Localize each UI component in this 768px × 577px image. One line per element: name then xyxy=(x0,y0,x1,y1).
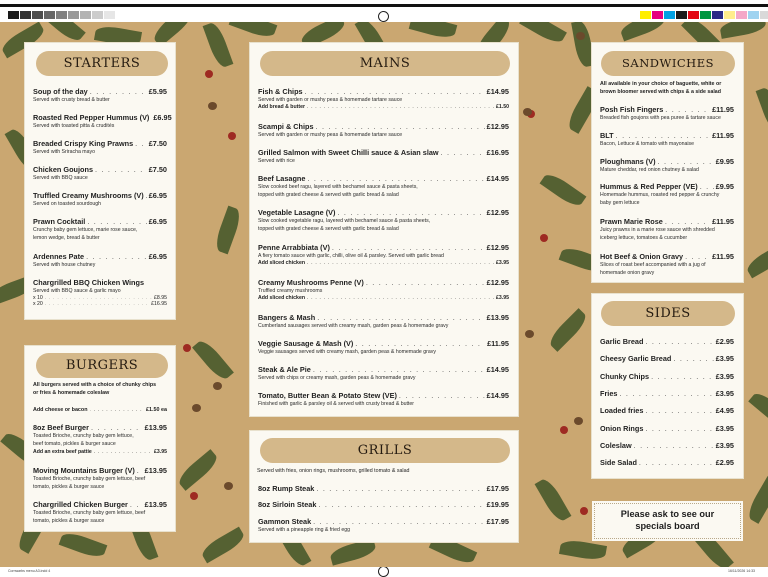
peppercorn-decoration xyxy=(576,32,585,40)
item-name: Roasted Red Pepper Hummus (V) xyxy=(33,113,150,122)
item-price: £7.50 xyxy=(148,165,167,174)
mains-heading: MAINS xyxy=(260,51,510,76)
item-price: £12.95 xyxy=(486,278,509,287)
colour-swatch xyxy=(68,11,80,19)
burgers-intro-line: or fries & homemade coleslaw xyxy=(33,390,110,397)
leader-dots xyxy=(95,165,147,174)
option-price: £3.95 xyxy=(154,448,167,455)
option-price: £3.95 xyxy=(496,295,509,302)
item-description: Mature cheddar, red onion chutney & salad xyxy=(600,167,699,173)
item-description: Served with BBQ sauce xyxy=(33,175,88,181)
leaf-decoration xyxy=(744,242,768,279)
colour-swatch xyxy=(20,11,32,19)
menu-item xyxy=(258,500,509,509)
sandwiches-intro xyxy=(600,80,740,97)
item-price: £11.95 xyxy=(487,339,509,348)
leader-dots xyxy=(665,105,710,114)
berry-decoration xyxy=(205,70,213,78)
menu-item xyxy=(600,354,734,363)
sandwiches-intro-line: brown bloomer served with chips & a side salad xyxy=(600,89,721,96)
registration-mark-icon xyxy=(378,566,389,577)
item-description: Served with crusty bread & butter xyxy=(33,97,110,103)
leaf-decoration xyxy=(540,170,587,209)
menu-item xyxy=(33,500,167,526)
item-name: Breaded Crispy King Prawns xyxy=(33,139,134,148)
leaf-decoration xyxy=(213,206,244,255)
starters-heading: STARTERS xyxy=(36,51,168,76)
item-name: Grilled Salmon with Sweet Chilli sauce & Asian slaw xyxy=(258,148,439,157)
burgers-intro-line: All burgers served with a choice of chunky chips xyxy=(33,382,157,388)
colour-swatch xyxy=(712,11,724,19)
item-price: £12.95 xyxy=(486,208,509,217)
menu-item xyxy=(33,113,172,130)
menu-item xyxy=(258,517,509,534)
leader-dots xyxy=(645,424,713,433)
colour-swatch xyxy=(80,11,92,19)
item-option xyxy=(258,295,509,301)
leader-dots xyxy=(318,500,484,509)
leader-dots xyxy=(45,301,149,306)
item-name: 8oz Rump Steak xyxy=(258,484,315,493)
menu-item xyxy=(33,252,167,269)
item-description: Breaded fish goujons with pea puree & tartare sauce xyxy=(600,115,721,121)
item-description: Served with garden or mushy peas & homemade tartare sauce xyxy=(258,132,403,138)
colour-swatch xyxy=(664,11,676,19)
leader-dots xyxy=(441,148,485,157)
menu-item xyxy=(258,278,509,301)
cmyk-colour-bar xyxy=(640,11,768,19)
item-name: Penne Arrabbiata (V) xyxy=(258,243,330,252)
colour-swatch xyxy=(44,11,56,19)
item-name: Ardennes Pate xyxy=(33,252,85,261)
item-name: Truffled Creamy Mushrooms (V) xyxy=(33,191,144,200)
leader-dots xyxy=(130,500,143,509)
leader-dots xyxy=(307,295,494,300)
item-price: £2.95 xyxy=(715,337,734,346)
menu-item xyxy=(258,391,509,408)
item-price: £14.95 xyxy=(486,391,509,400)
item-price: £13.95 xyxy=(144,466,167,475)
menu-item xyxy=(258,208,509,234)
item-name: Side Salad xyxy=(600,458,637,467)
item-description: Toasted Brioche, crunchy baby gem lettuce, xyxy=(33,433,134,439)
item-name: Bangers & Mash xyxy=(258,313,316,322)
item-price: £14.95 xyxy=(486,87,509,96)
leader-dots xyxy=(651,372,714,381)
colour-swatch xyxy=(640,11,652,19)
item-price: £17.95 xyxy=(486,484,509,493)
menu-item xyxy=(33,278,167,307)
menu-item xyxy=(258,174,509,200)
leader-dots xyxy=(616,131,710,140)
colour-swatch xyxy=(736,11,748,19)
menu-item xyxy=(258,484,509,493)
option-price: £8.95 xyxy=(154,295,167,302)
leaf-decoration xyxy=(748,389,768,431)
option-label: x 20 xyxy=(33,301,43,308)
leader-dots xyxy=(90,87,147,96)
item-description: Served with toasted pitta & crudités xyxy=(33,123,115,129)
item-description: Served with a pineapple ring & fried egg xyxy=(258,527,350,533)
leader-dots xyxy=(316,484,484,493)
leader-dots xyxy=(307,260,494,265)
item-description: tomato, pickles & burger sauce xyxy=(33,484,105,491)
item-option xyxy=(33,449,167,455)
menu-item xyxy=(600,372,734,381)
item-name: Gammon Steak xyxy=(258,517,312,526)
peppercorn-decoration xyxy=(192,404,201,412)
menu-item xyxy=(258,87,509,110)
option-label: x 10 xyxy=(33,295,43,302)
item-price: £11.95 xyxy=(712,105,734,114)
item-price: £17.95 xyxy=(486,517,509,526)
item-price: £11.95 xyxy=(712,252,734,261)
menu-item xyxy=(600,252,734,278)
item-description: Served with garden or mushy peas & homemade tartare sauce xyxy=(258,97,403,103)
peppercorn-decoration xyxy=(523,108,532,116)
leader-dots xyxy=(700,182,714,191)
burgers-intro xyxy=(33,381,171,398)
menu-item xyxy=(258,339,509,356)
leader-dots xyxy=(86,252,147,261)
item-option xyxy=(258,260,509,266)
colour-swatch xyxy=(652,11,664,19)
menu-item xyxy=(33,191,167,208)
menu-item xyxy=(600,389,734,398)
menu-item xyxy=(258,365,509,382)
leader-dots xyxy=(94,449,152,454)
berry-decoration xyxy=(540,234,548,242)
item-price: £4.95 xyxy=(715,406,734,415)
leaf-decoration xyxy=(175,449,221,491)
menu-item xyxy=(600,441,734,450)
leader-dots xyxy=(355,339,485,348)
peppercorn-decoration xyxy=(213,382,222,390)
item-name: Beef Lasagne xyxy=(258,174,306,183)
peppercorn-decoration xyxy=(224,482,233,490)
item-description: Slow cooked beef ragu, layered with bechamel sauce & pasta sheets, xyxy=(258,184,418,190)
item-description: Served with Sriracha mayo xyxy=(33,149,95,155)
item-description: Slices of roast beef accompanied with a jug of xyxy=(600,262,706,268)
colour-swatch xyxy=(92,11,104,19)
colour-swatch xyxy=(104,11,116,19)
item-description: Crunchy baby gem lettuce, marie rose sauce, xyxy=(33,227,138,233)
item-price: £6.95 xyxy=(148,191,167,200)
item-name: Steak & Ale Pie xyxy=(258,365,311,374)
colour-swatch xyxy=(676,11,688,19)
top-rule xyxy=(0,4,768,7)
item-name: Cheesy Garlic Bread xyxy=(600,354,672,363)
item-price: £12.95 xyxy=(486,122,509,131)
item-name: Chargrilled BBQ Chicken Wings xyxy=(33,278,145,287)
sandwiches-intro-line: All available in your choice of baguette, white or xyxy=(600,81,722,87)
item-price: £13.95 xyxy=(486,313,509,322)
menu-item xyxy=(33,217,167,243)
leader-dots xyxy=(634,441,714,450)
item-price: £3.95 xyxy=(715,389,734,398)
leader-dots xyxy=(316,122,485,131)
colour-swatch xyxy=(688,11,700,19)
item-description: Homemade hummus, roasted red pepper & crunchy xyxy=(600,192,720,198)
menu-item xyxy=(600,458,734,467)
item-name: Chargrilled Chicken Burger xyxy=(33,500,128,509)
item-name: Moving Mountains Burger (V) xyxy=(33,466,135,475)
item-description: iceberg lettuce, tomatoes & cucumber xyxy=(600,235,688,242)
registration-mark-icon xyxy=(378,11,389,22)
menu-item xyxy=(258,122,509,139)
item-name: BLT xyxy=(600,131,614,140)
leaf-decoration xyxy=(559,538,607,562)
item-description: Veggie sausages served with creamy mash, garden peas & homemade gravy xyxy=(258,349,436,355)
menu-item xyxy=(33,165,167,182)
berry-decoration xyxy=(228,132,236,140)
item-name: Fries xyxy=(600,389,618,398)
item-description: topped with grated cheese & served with garlic bread & salad xyxy=(258,192,399,199)
item-price: £7.50 xyxy=(148,139,167,148)
leader-dots xyxy=(313,365,485,374)
item-price: £5.95 xyxy=(148,87,167,96)
item-option xyxy=(33,301,167,307)
item-description: topped with grated cheese & served with garlic bread & salad xyxy=(258,226,399,233)
menu-item xyxy=(600,182,734,208)
leaf-decoration xyxy=(203,22,234,69)
item-name: Vegetable Lasagne (V) xyxy=(258,208,336,217)
peppercorn-decoration xyxy=(208,102,217,110)
item-description: Cumberland sausages served with creamy mash, garden peas & homemade gravy xyxy=(258,323,449,329)
menu-item xyxy=(600,217,734,243)
item-name: Prawn Marie Rose xyxy=(600,217,663,226)
leader-dots xyxy=(305,87,485,96)
item-description: Juicy prawns in a marie rose sauce with shredded xyxy=(600,227,715,233)
item-price: £13.95 xyxy=(144,500,167,509)
option-label: Add sliced chicken xyxy=(258,295,305,302)
colour-swatch xyxy=(748,11,760,19)
item-name: Tomato, Butter Bean & Potato Stew (VE) xyxy=(258,391,397,400)
leader-dots xyxy=(645,406,713,415)
item-description: A fiery tomato sauce with garlic, chilli, olive oil & parsley. Served with garlic bread xyxy=(258,253,444,259)
leaf-decoration xyxy=(229,22,278,40)
colour-swatch xyxy=(724,11,736,19)
menu-item xyxy=(33,139,167,156)
leaf-decoration xyxy=(59,530,108,561)
grills-intro: Served with fries, onion rings, mushrooms, grilled tomato & salad xyxy=(257,468,410,474)
item-name: Veggie Sausage & Mash (V) xyxy=(258,339,354,348)
peppercorn-decoration xyxy=(525,330,534,338)
footer-timestamp: 16/11/2026 14:33 xyxy=(728,569,755,573)
addon-price: £1.50 ea xyxy=(146,407,167,413)
menu-item xyxy=(33,466,167,492)
item-price: £3.95 xyxy=(715,424,734,433)
item-price: £3.95 xyxy=(715,354,734,363)
item-description: homemade onion gravy xyxy=(600,270,655,277)
item-description: Finished with garlic & parsley oil & served with crusty bread & butter xyxy=(258,401,414,407)
item-price: £9.95 xyxy=(715,182,734,191)
leader-dots xyxy=(137,466,143,475)
colour-swatch xyxy=(32,11,44,19)
burgers-addon xyxy=(33,407,167,413)
menu-item xyxy=(600,424,734,433)
menu-item xyxy=(600,157,734,174)
colour-swatch xyxy=(700,11,712,19)
footer-filename: Cornwarbs menu A3.indd 4 xyxy=(8,569,51,573)
option-label: Add sliced chicken xyxy=(258,260,305,267)
item-description: Slow cooked vegetable ragu, layered with bechamel sauce & pasta sheets, xyxy=(258,218,431,224)
menu-item xyxy=(33,87,167,104)
item-name: Hummus & Red Pepper (VE) xyxy=(600,182,698,191)
item-price: £6.95 xyxy=(148,217,167,226)
leader-dots xyxy=(673,354,713,363)
sandwiches-heading: SANDWICHES xyxy=(601,51,735,76)
item-price: £16.95 xyxy=(486,148,509,157)
item-description: Served with BBQ sauce & garlic mayo xyxy=(33,288,121,294)
item-description: Bacon, Lettuce & tomato with mayonaise xyxy=(600,141,695,147)
menu-item xyxy=(600,406,734,415)
item-description: tomato, pickles & burger sauce xyxy=(33,518,105,525)
leaf-decoration xyxy=(409,22,458,41)
leaf-decoration xyxy=(199,527,247,564)
option-label: Add bread & butter xyxy=(258,104,305,111)
grey-colour-bar xyxy=(8,11,128,19)
item-description: Served with house chutney xyxy=(33,262,96,268)
item-name: 8oz Beef Burger xyxy=(33,423,89,432)
leader-dots xyxy=(665,217,710,226)
leader-dots xyxy=(91,423,143,432)
item-price: £14.95 xyxy=(486,174,509,183)
leader-dots xyxy=(366,278,485,287)
leaf-decoration xyxy=(745,476,768,524)
leader-dots xyxy=(332,243,485,252)
leader-dots xyxy=(337,208,484,217)
leader-dots xyxy=(658,157,714,166)
peppercorn-decoration xyxy=(574,417,583,425)
leaf-decoration xyxy=(719,22,767,39)
menu-item xyxy=(33,423,167,455)
option-label: Add an extra beef pattie xyxy=(33,448,92,455)
leader-dots xyxy=(317,313,484,322)
leader-dots xyxy=(135,139,147,148)
colour-swatch xyxy=(8,11,20,19)
leaf-decoration xyxy=(535,476,572,524)
colour-swatch xyxy=(760,11,768,19)
leaf-decoration xyxy=(519,22,567,46)
item-price: £14.95 xyxy=(486,365,509,374)
item-price: £9.95 xyxy=(715,157,734,166)
item-name: Creamy Mushrooms Penne (V) xyxy=(258,278,364,287)
grills-heading: GRILLS xyxy=(260,438,510,463)
item-description: lemon wedge, bread & butter xyxy=(33,235,100,242)
option-price: £1.50 xyxy=(496,104,509,111)
menu-item xyxy=(258,243,509,266)
leaf-decoration xyxy=(756,86,768,135)
leader-dots xyxy=(307,104,494,109)
option-price: £16.95 xyxy=(151,301,167,308)
item-price: £13.95 xyxy=(144,423,167,432)
berry-decoration xyxy=(190,492,198,500)
item-price: £6.95 xyxy=(153,113,172,122)
sides-heading: SIDES xyxy=(601,301,735,326)
item-name: Chicken Goujons xyxy=(33,165,94,174)
item-description: baby gem lettuce xyxy=(600,200,640,207)
item-description: Toasted Brioche, crunchy baby gem lettuce, beef xyxy=(33,510,146,516)
item-option xyxy=(258,104,509,110)
item-name: Coleslaw xyxy=(600,441,632,450)
menu-item xyxy=(258,313,509,330)
specials-board xyxy=(592,501,743,541)
specials-line: specials board xyxy=(635,521,700,531)
item-name: Hot Beef & Onion Gravy xyxy=(600,252,684,261)
leader-dots xyxy=(87,217,146,226)
item-name: 8oz Sirloin Steak xyxy=(258,500,317,509)
leader-dots xyxy=(45,295,152,300)
berry-decoration xyxy=(183,344,191,352)
item-name: Ploughmans (V) xyxy=(600,157,656,166)
item-name: Fish & Chips xyxy=(258,87,303,96)
item-name: Chunky Chips xyxy=(600,372,650,381)
item-name: Soup of the day xyxy=(33,87,88,96)
leader-dots xyxy=(639,458,714,467)
menu-item xyxy=(258,148,509,165)
item-name: Scampi & Chips xyxy=(258,122,314,131)
leader-dots xyxy=(307,174,484,183)
item-description: Truffled creamy mushrooms xyxy=(258,288,323,294)
item-price: £3.95 xyxy=(715,372,734,381)
berry-decoration xyxy=(580,507,588,515)
colour-swatch xyxy=(56,11,68,19)
item-description: Served on toasted sourdough xyxy=(33,201,102,207)
item-price: £2.95 xyxy=(715,458,734,467)
menu-item xyxy=(600,337,734,346)
specials-line: Please ask to see our xyxy=(620,509,715,519)
item-price: £6.95 xyxy=(148,252,167,261)
option-price: £3.95 xyxy=(496,260,509,267)
item-description: Served with chips or creamy mash, garden peas & homemade gravy xyxy=(258,375,416,381)
leaf-decoration xyxy=(546,308,590,352)
item-name: Posh Fish Fingers xyxy=(600,105,664,114)
item-name: Prawn Cocktail xyxy=(33,217,86,226)
item-price: £12.95 xyxy=(486,243,509,252)
colour-swatch xyxy=(116,11,128,19)
leader-dots xyxy=(645,337,713,346)
item-price: £3.95 xyxy=(715,441,734,450)
leader-dots xyxy=(146,191,147,200)
item-description: Toasted Brioche, crunchy baby gem lettuce, beef xyxy=(33,476,146,482)
burgers-heading: BURGERS xyxy=(36,353,168,378)
item-name: Onion Rings xyxy=(600,424,644,433)
leaf-decoration xyxy=(192,337,234,383)
menu-item xyxy=(600,105,734,122)
leaf-decoration xyxy=(619,22,668,41)
item-name: Garlic Bread xyxy=(600,337,644,346)
item-description: Served with rice xyxy=(258,158,295,164)
addon-label: Add cheese or bacon xyxy=(33,407,88,413)
item-price: £19.95 xyxy=(486,500,509,509)
leader-dots xyxy=(399,391,485,400)
berry-decoration xyxy=(560,426,568,434)
item-price: £11.95 xyxy=(712,131,734,140)
leader-dots xyxy=(619,389,713,398)
menu-item xyxy=(600,131,734,148)
item-name: Loaded fries xyxy=(600,406,644,415)
item-description: beef tomato, pickles & burger sauce xyxy=(33,441,116,448)
leader-dots xyxy=(313,517,485,526)
item-price: £11.95 xyxy=(712,217,734,226)
leader-dots xyxy=(685,252,710,261)
